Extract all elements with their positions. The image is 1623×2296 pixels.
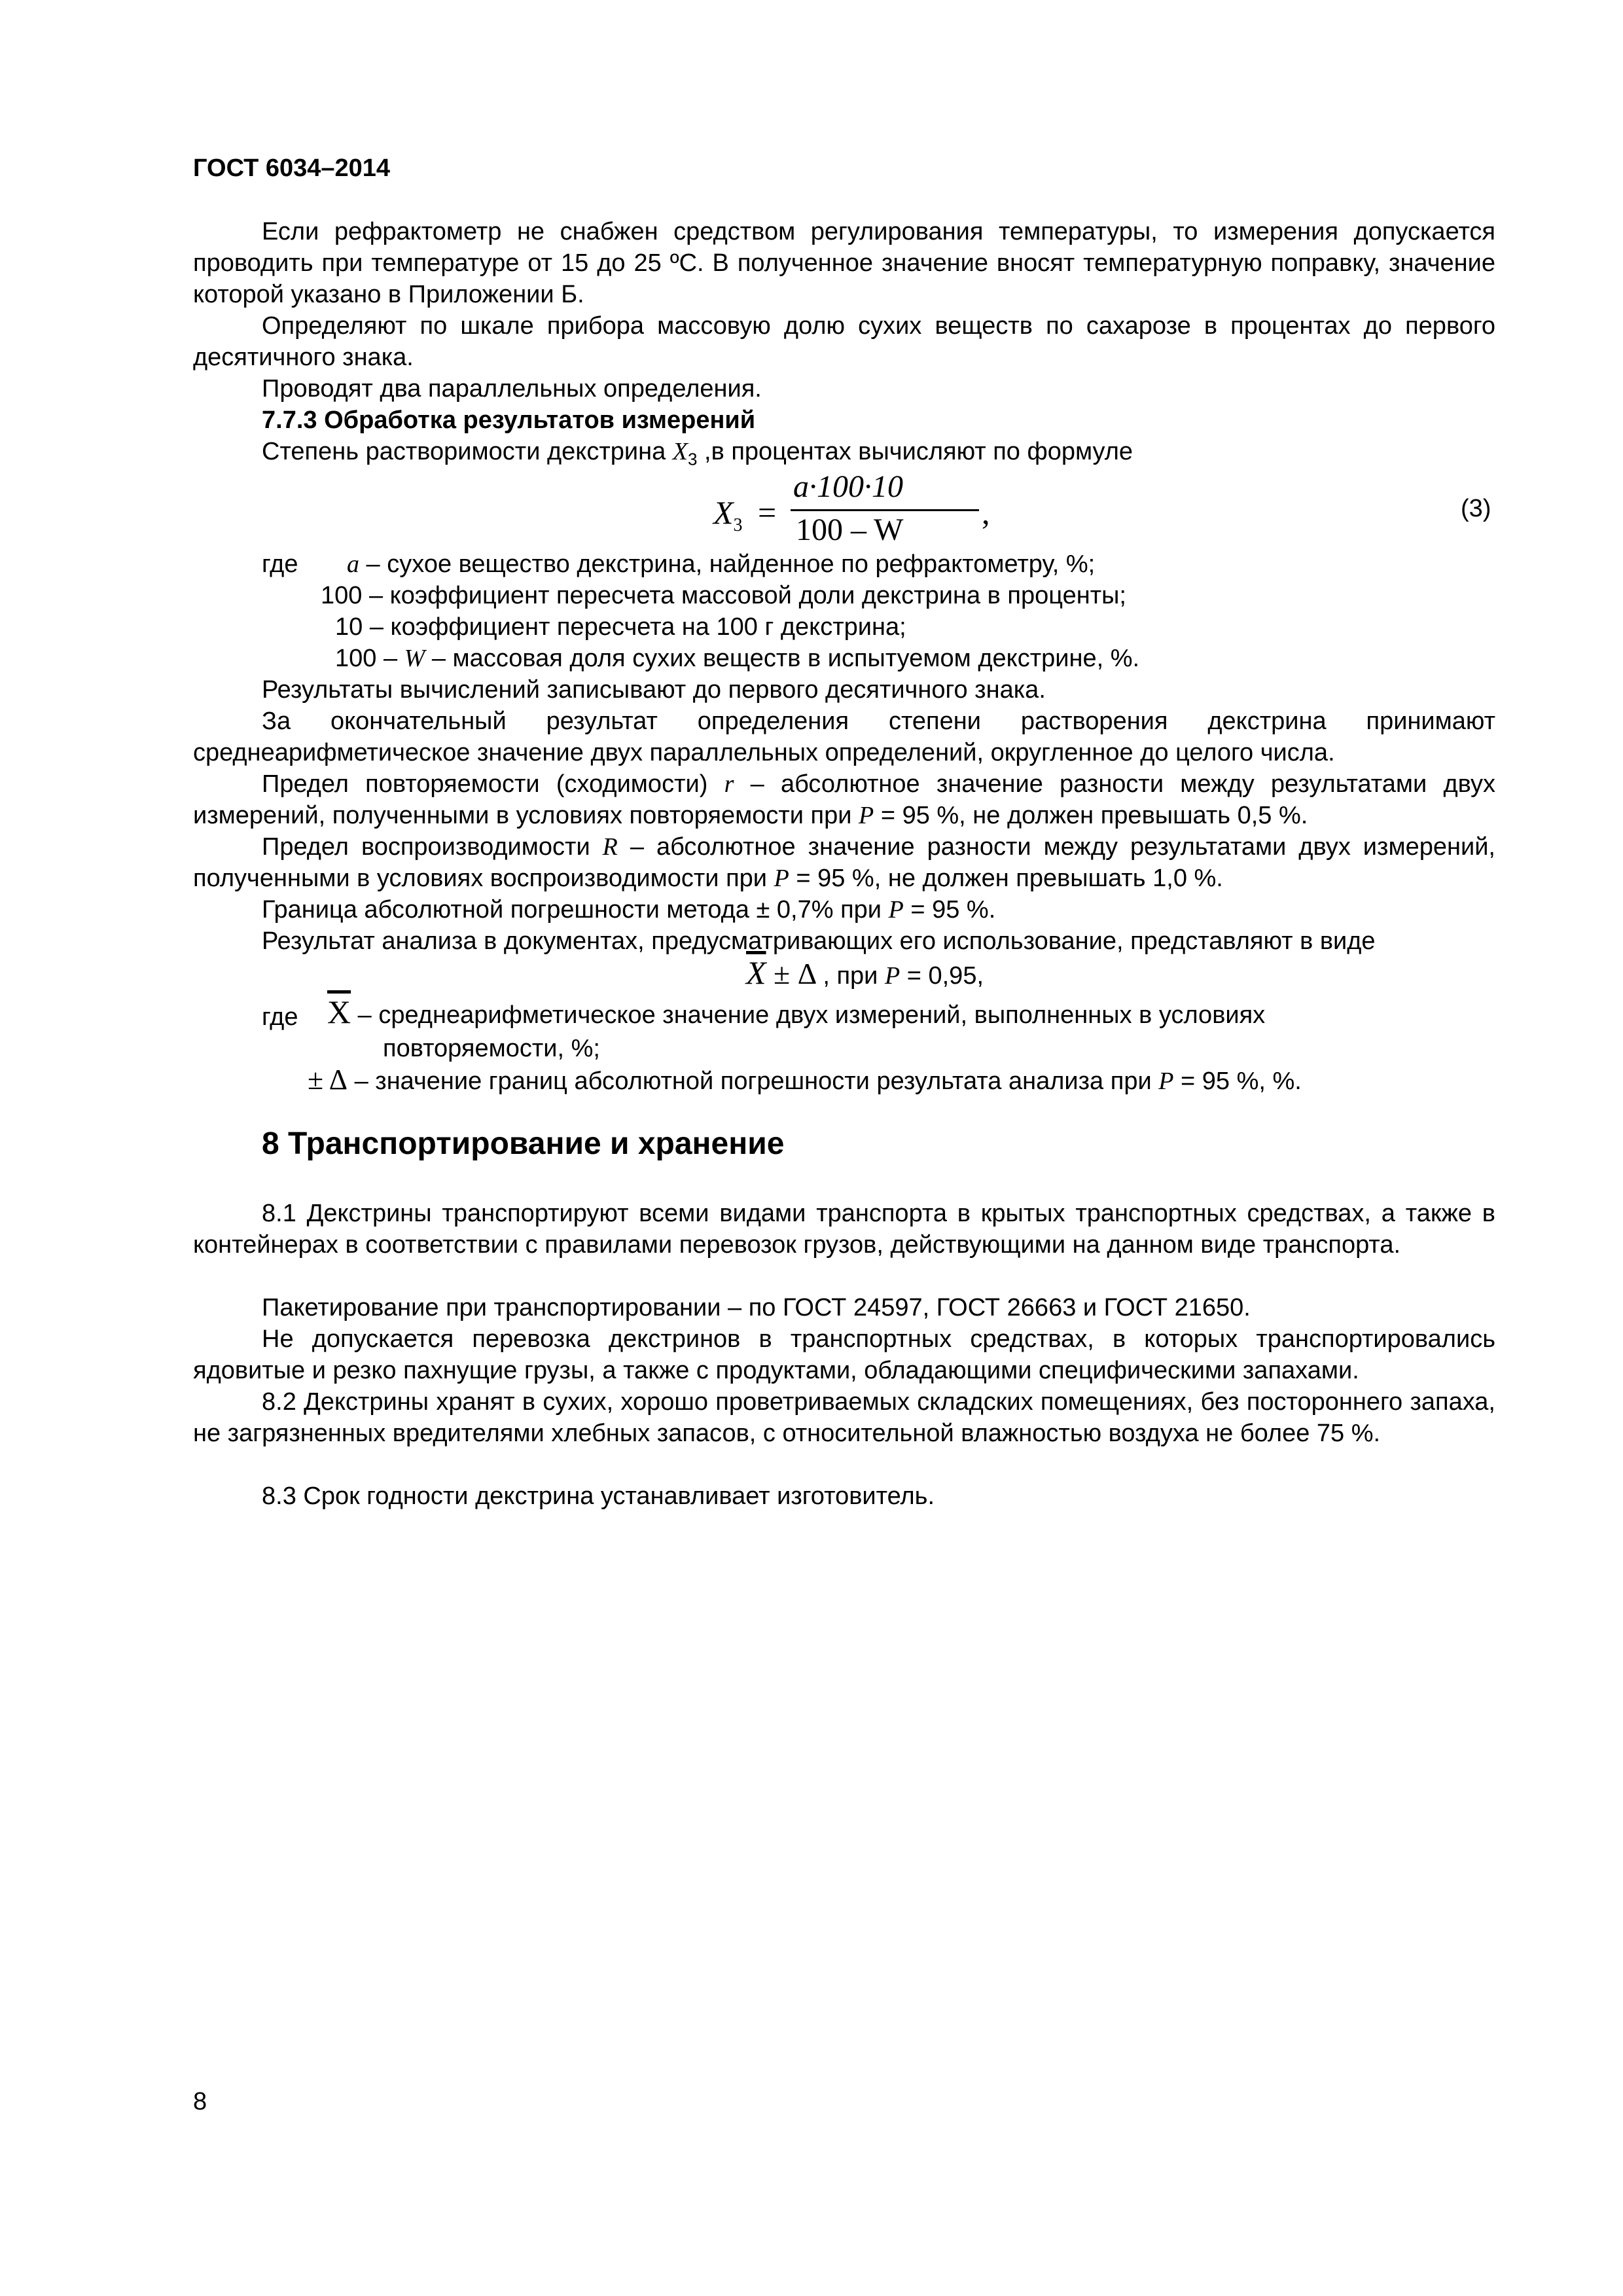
- formula-intro-sub: 3: [688, 449, 698, 469]
- paragraph-repeatability: Предел повторяемости (сходимости) r – абсолютное значение разности между результатами двух измерений, полученными в условиях повторяемости при P = 95 %, не должен превышать 0,5 %.: [193, 770, 1496, 829]
- paragraph-8-3: 8.3 Срок годности декстрина устанавливает изготовитель.: [262, 1482, 935, 1510]
- page-number: 8: [193, 2088, 207, 2115]
- formula-denominator: 100 – W: [796, 512, 904, 547]
- equation-number: (3): [1461, 495, 1491, 522]
- paragraph-results: Результаты вычислений записывают до первого десятичного знака.: [262, 676, 1046, 704]
- paragraph-parallel: Проводят два параллельных определения.: [262, 375, 762, 403]
- formula-intro-before: Степень растворимости декстрина: [262, 438, 673, 465]
- section-8-heading: 8 Транспортирование и хранение: [262, 1126, 785, 1161]
- paragraph-packaging: Пакетирование при транспортировании – по ГОСТ 24597, ГОСТ 26663 и ГОСТ 21650.: [262, 1294, 1251, 1321]
- section-7-7-3-heading: 7.7.3 Обработка результатов измерений: [262, 406, 756, 434]
- result-expression: $\overline{X} \pm \Delta$ , при P = 0,95,: [746, 954, 984, 991]
- formula-3: [713, 469, 990, 554]
- paragraph-reproducibility: Предел воспроизводимости R – абсолютное значение разности между результатами двух измерений, полученными в условиях воспроизводимости при P = 95 %, не должен превышать 1,0 %.: [193, 833, 1495, 892]
- where-100-line: 100 – коэффициент пересчета массовой доли декстрина в проценты;: [321, 582, 1126, 609]
- formula-comma: ,: [982, 494, 990, 531]
- formula-intro-var: X: [672, 438, 688, 465]
- where2-delta-line: ± Δ – значение границ абсолютной погрешности результата анализа при P = 95 %, %.: [308, 1064, 1302, 1096]
- paragraph-final-result: За окончательный результат определения степени растворения декстрина принимают среднеарифметическое значение двух параллельных определений, округленное до целого числа.: [193, 708, 1495, 766]
- where2-x-line2: повторяемости, %;: [383, 1035, 600, 1062]
- where-a-line: a – сухое вещество декстрина, найденное по рефрактометру, %;: [347, 550, 1096, 578]
- where-w-line: 100 – W – массовая доля сухих веществ в испытуемом декстрине, %.: [335, 645, 1140, 672]
- formula-lhs: $X_3$: [713, 494, 743, 535]
- paragraph-error-bound: Граница абсолютной погрешности метода ± 0,7% при P = 95 %.: [262, 896, 996, 924]
- paragraph-8-1: 8.1 Декстрины транспортируют всеми видами транспорта в крытых транспортных средствах, а также в контейнерах в соответствии с правилами перевозок грузов, действующими на данном виде транспорта.: [193, 1200, 1495, 1259]
- paragraph-8-2: 8.2 Декстрины хранят в сухих, хорошо проветриваемых складских помещениях, без постороннего запаха, не загрязненных вредителями хлебных запасов, с относительной влажностью воздуха не более 75 %.: [193, 1388, 1495, 1447]
- formula-fraction-bar: [791, 509, 979, 511]
- where2-x-line: $\overline{X}$ – среднеарифметическое значение двух измерений, выполненных в условиях: [327, 994, 1266, 1030]
- formula-intro-after: ,в процентах вычисляют по формуле: [697, 438, 1133, 465]
- where-label: где: [262, 550, 298, 578]
- where-10-line: 10 – коэффициент пересчета на 100 г декстрина;: [335, 613, 906, 641]
- paragraph-result-form: Результат анализа в документах, предусматривающих его использование, представляют в виде: [262, 927, 1376, 955]
- formula-equals: =: [758, 494, 777, 531]
- where2-label: где: [262, 1003, 298, 1031]
- paragraph-prohibition: Не допускается перевозка декстринов в транспортных средствах, в которых транспортировались ядовитые и резко пахнущие грузы, а также с продуктами, обладающими специфическими запахами.: [193, 1325, 1495, 1384]
- paragraph-refractometer: Если рефрактометр не снабжен средством регулирования температуры, то измерения допускается проводить при температуре от 15 до 25 ºC. В полученное значение вносят температурную поправку, значение которой указано в Приложении Б.: [193, 218, 1495, 308]
- paragraph-scale: Определяют по шкале прибора массовую долю сухих веществ по сахарозе в процентах до первого десятичного знака.: [193, 312, 1495, 371]
- document-header: ГОСТ 6034–2014: [193, 154, 391, 182]
- formula-numerator: a·100·10: [793, 469, 903, 504]
